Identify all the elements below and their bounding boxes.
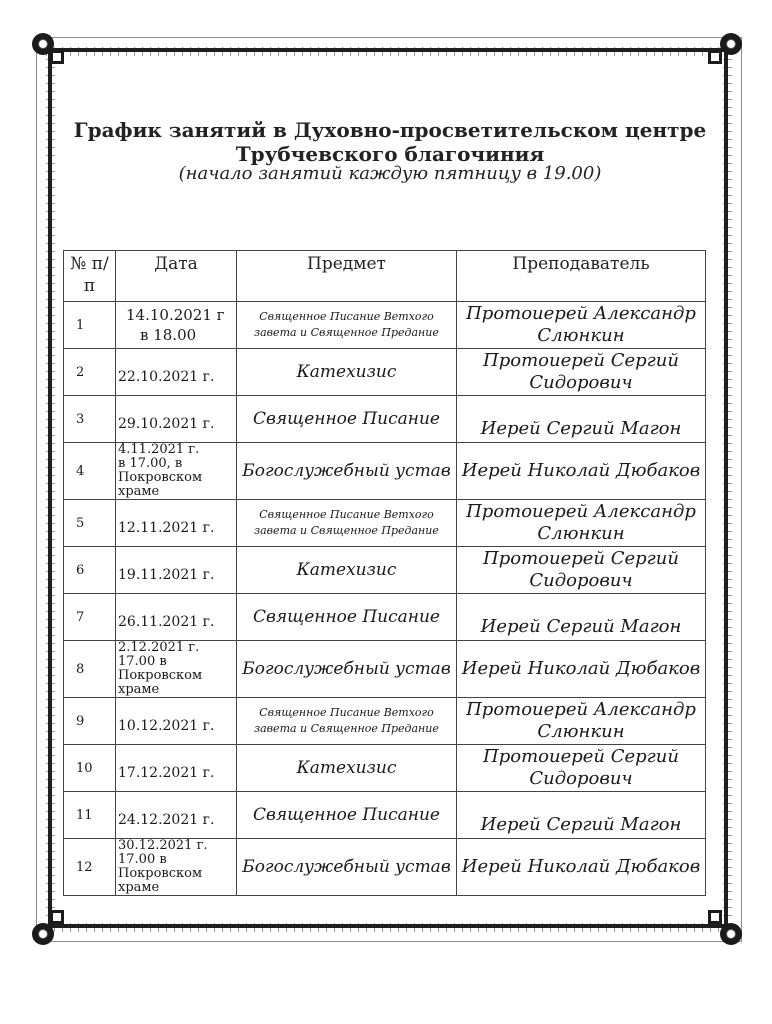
row-teacher: Иерей Николай Дюбаков [457, 443, 706, 500]
header-teacher: Преподаватель [457, 251, 706, 302]
row-number: 10 [64, 745, 116, 792]
row-date [116, 745, 237, 792]
table-row [64, 745, 706, 792]
row-teacher: Иерей Сергий Магон [457, 396, 706, 443]
row-date [116, 594, 237, 641]
row-number: 2 [64, 349, 116, 396]
row-number: 6 [64, 547, 116, 594]
row-number: 4 [64, 443, 116, 500]
date-line: 2.12.2021 г. [118, 640, 200, 655]
page-title-line-2: Трубчевского благочиния [235, 142, 545, 166]
row-subject: Священное Писание Ветхого завета и Священное Предание [237, 698, 457, 745]
row-teacher: Иерей Николай Дюбаков [457, 839, 706, 896]
table-row [64, 349, 706, 396]
row-number: 9 [64, 698, 116, 745]
schedule-table [63, 250, 706, 896]
row-number: 8 [64, 641, 116, 698]
row-date [116, 547, 237, 594]
row-number: 5 [64, 500, 116, 547]
table-row [64, 641, 706, 698]
date-line: 17.12.2021 г. [118, 764, 215, 781]
row-teacher: Протоиерей Александр Слюнкин [457, 302, 706, 349]
place-line: Покровском храме [118, 866, 203, 895]
date-line: 10.12.2021 г. [118, 717, 215, 734]
row-teacher: Протоиерей Сергий Сидорович [457, 349, 706, 396]
row-subject: Священное Писание Ветхого завета и Священное Предание [237, 302, 457, 349]
row-teacher: Протоиерей Александр Слюнкин [457, 500, 706, 547]
table-row [64, 443, 706, 500]
corner-knot-bottom-left [48, 906, 70, 928]
corner-knot-top-right [704, 48, 726, 70]
row-date [116, 641, 237, 698]
row-teacher: Протоиерей Александр Слюнкин [457, 698, 706, 745]
date-line: 4.11.2021 г. [118, 442, 200, 457]
time-line: 17.00 в [118, 654, 167, 669]
date-line: 24.12.2021 г. [118, 811, 215, 828]
page-subtitle: (начало занятий каждую пятницу в 19.00) [178, 163, 602, 184]
row-subject: Священное Писание [237, 792, 457, 839]
row-subject: Священное Писание Ветхого завета и Священное Предание [237, 500, 457, 547]
row-number: 1 [64, 302, 116, 349]
row-date [116, 792, 237, 839]
row-date [116, 443, 237, 500]
page-title-line-1: График занятий в Духовно-просветительском центре [73, 118, 707, 142]
date-line: 30.12.2021 г. [118, 838, 208, 853]
row-date [116, 349, 237, 396]
row-date [116, 839, 237, 896]
row-teacher: Иерей Сергий Магон [457, 594, 706, 641]
place-line: Покровском храме [118, 470, 203, 499]
time-line: в 17.00, в [118, 456, 183, 471]
row-subject: Богослужебный устав [237, 443, 457, 500]
row-date [116, 698, 237, 745]
header-num: № п/п [64, 251, 116, 302]
table-row [64, 792, 706, 839]
table-row [64, 839, 706, 896]
date-line: 14.10.2021 г [126, 306, 225, 324]
row-subject: Священное Писание [237, 594, 457, 641]
row-subject: Катехизис [237, 547, 457, 594]
row-date [116, 396, 237, 443]
row-subject: Катехизис [237, 349, 457, 396]
row-subject: Богослужебный устав [237, 839, 457, 896]
table-row [64, 302, 706, 349]
table-row [64, 500, 706, 547]
table-row [64, 594, 706, 641]
row-number: 12 [64, 839, 116, 896]
row-number: 7 [64, 594, 116, 641]
time-line: 17.00 в [118, 852, 167, 867]
row-subject: Катехизис [237, 745, 457, 792]
row-subject: Священное Писание [237, 396, 457, 443]
row-subject: Богослужебный устав [237, 641, 457, 698]
date-line: 29.10.2021 г. [118, 415, 215, 432]
corner-knot-bottom-right [704, 906, 726, 928]
row-teacher: Протоиерей Сергий Сидорович [457, 547, 706, 594]
header-subject: Предмет [237, 251, 457, 302]
corner-knot-top-left [48, 48, 70, 70]
table-row [64, 698, 706, 745]
place-line: Покровском храме [118, 668, 203, 697]
time-line: в 18.00 [140, 326, 197, 344]
row-teacher: Иерей Николай Дюбаков [457, 641, 706, 698]
row-date [116, 500, 237, 547]
table-header-row [64, 251, 706, 302]
date-line: 12.11.2021 г. [118, 519, 215, 536]
table-row [64, 396, 706, 443]
row-number: 3 [64, 396, 116, 443]
row-date [116, 302, 237, 349]
table-row [64, 547, 706, 594]
date-line: 19.11.2021 г. [118, 566, 215, 583]
row-teacher: Протоиерей Сергий Сидорович [457, 745, 706, 792]
row-teacher: Иерей Сергий Магон [457, 792, 706, 839]
date-line: 22.10.2021 г. [118, 368, 215, 385]
row-number: 11 [64, 792, 116, 839]
date-line: 26.11.2021 г. [118, 613, 215, 630]
header-date: Дата [116, 251, 237, 302]
